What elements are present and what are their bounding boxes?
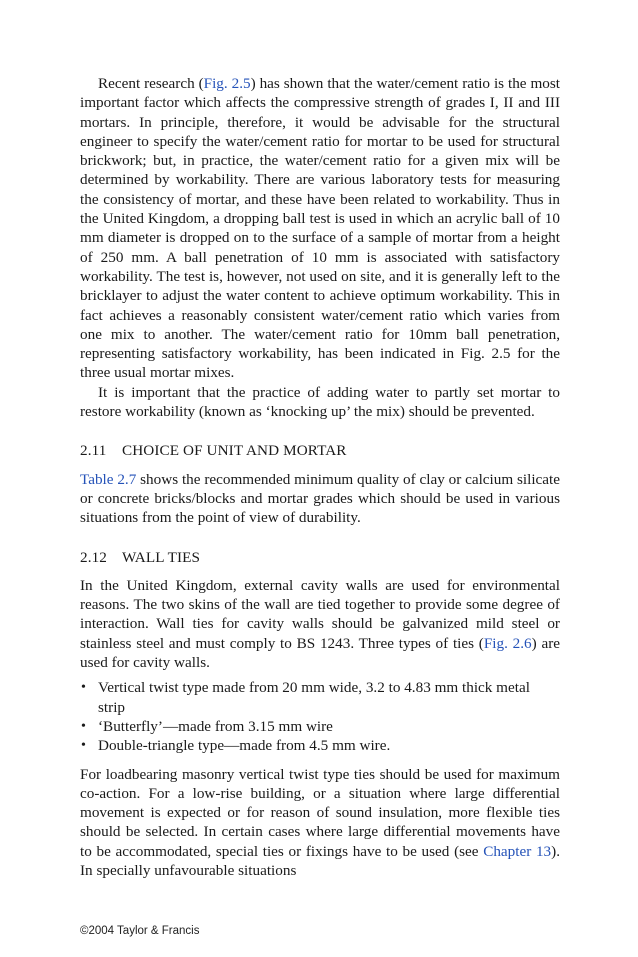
bullet-icon: • <box>81 718 86 734</box>
paragraph-text: For loadbearing masonry vertical twist type ties should be used for maximum co-action. For a low-rise building, or a situation where large differential movement is expected or for reason of sound insulation, more flexible ties should be selected. In certain cases where large differential movements have to be accommodated, special ties or fixings have to be used (see <box>80 765 560 860</box>
paragraph-research <box>80 74 560 383</box>
table-2-7-link[interactable]: Table 2.7 <box>80 470 137 488</box>
paragraph-knocking-up: It is important that the practice of adding water to partly set mortar to restore workability (known as ‘knocking up’ the mix) should be prevented. <box>80 383 560 421</box>
section-number: 2.12 <box>80 548 107 566</box>
chapter-13-link[interactable]: Chapter 13 <box>483 842 552 860</box>
paragraph-text: shows the recommended minimum quality of clay or calcium silicate or concrete bricks/blocks and mortar grades which should be used in various situations from the point of view of durability. <box>80 470 561 527</box>
section-heading-2-12 <box>80 548 560 567</box>
copyright-footer: ©2004 Taylor & Francis <box>80 925 200 937</box>
fig-2-6-link[interactable]: Fig. 2.6 <box>483 634 532 652</box>
fig-2-5-link[interactable]: Fig. 2.5 <box>203 75 251 92</box>
section-title: WALL TIES <box>122 548 201 566</box>
list-item-text: ‘Butterfly’—made from 3.15 mm wire <box>98 717 333 735</box>
paragraph-wall-ties <box>80 576 560 672</box>
list-item <box>80 717 560 736</box>
list-item-text: Vertical twist type made from 20 mm wide, 3.2 to 4.83 mm thick metal strip <box>98 679 530 716</box>
list-item <box>80 736 560 755</box>
paragraph-text: ) has shown that the water/cement ratio is the most important factor which affects the compressive strength of grades I, II and III mortars. In principle, therefore, it would be advisable for the structural engineer to specify the water/cement ratio for mortar to be used for structural brickwork; but, in practice, the water/cement ratio for a given mix will be determined by workability. There are various laboratory tests for measuring the consistency of mortar, and these have been related to workability. Thus in the United Kingdom, a dropping ball test is used in which an acrylic ball of 10 mm diameter is dropped on to the surface of a sample of mortar from a height of 250 mm. A ball penetration of 10 mm is associated with satisfactory workability. The test is, however, not used on site, and it is generally left to the bricklayer to adjust the water content to achieve optimum workability. This in fact achieves a reasonably consistent water/cement ratio which varies from one mix to another. The water/cement ratio for 10mm ball penetration, representing satisfactory workability, has been indicated in Fig. 2.5 for the three usual mortar mixes. <box>80 75 560 382</box>
bullet-icon: • <box>81 680 86 696</box>
list-item <box>80 678 560 717</box>
tie-types-list <box>80 678 560 755</box>
page-body <box>80 74 560 880</box>
list-item-text: Double-triangle type—made from 4.5 mm wire. <box>98 737 391 755</box>
section-title: CHOICE OF UNIT AND MORTAR <box>122 442 347 460</box>
section-number: 2.11 <box>80 442 107 460</box>
section-heading-2-11 <box>80 441 560 460</box>
paragraph-choice-of-unit <box>80 470 560 528</box>
paragraph-text: ). In specially unfavourable situations <box>80 842 561 879</box>
paragraph-loadbearing <box>80 765 560 881</box>
paragraph-text: In the United Kingdom, external cavity walls are used for environmental reasons. The two skins of the wall are tied together to provide some degree of interaction. Wall ties for cavity walls should be galvanized mild steel or stainless steel and must comply to BS 1243. Three types of ties ( <box>80 576 560 652</box>
paragraph-text: Recent research ( <box>98 75 204 92</box>
bullet-icon: • <box>81 738 86 754</box>
paragraph-text: ) are used for cavity walls. <box>80 634 561 672</box>
